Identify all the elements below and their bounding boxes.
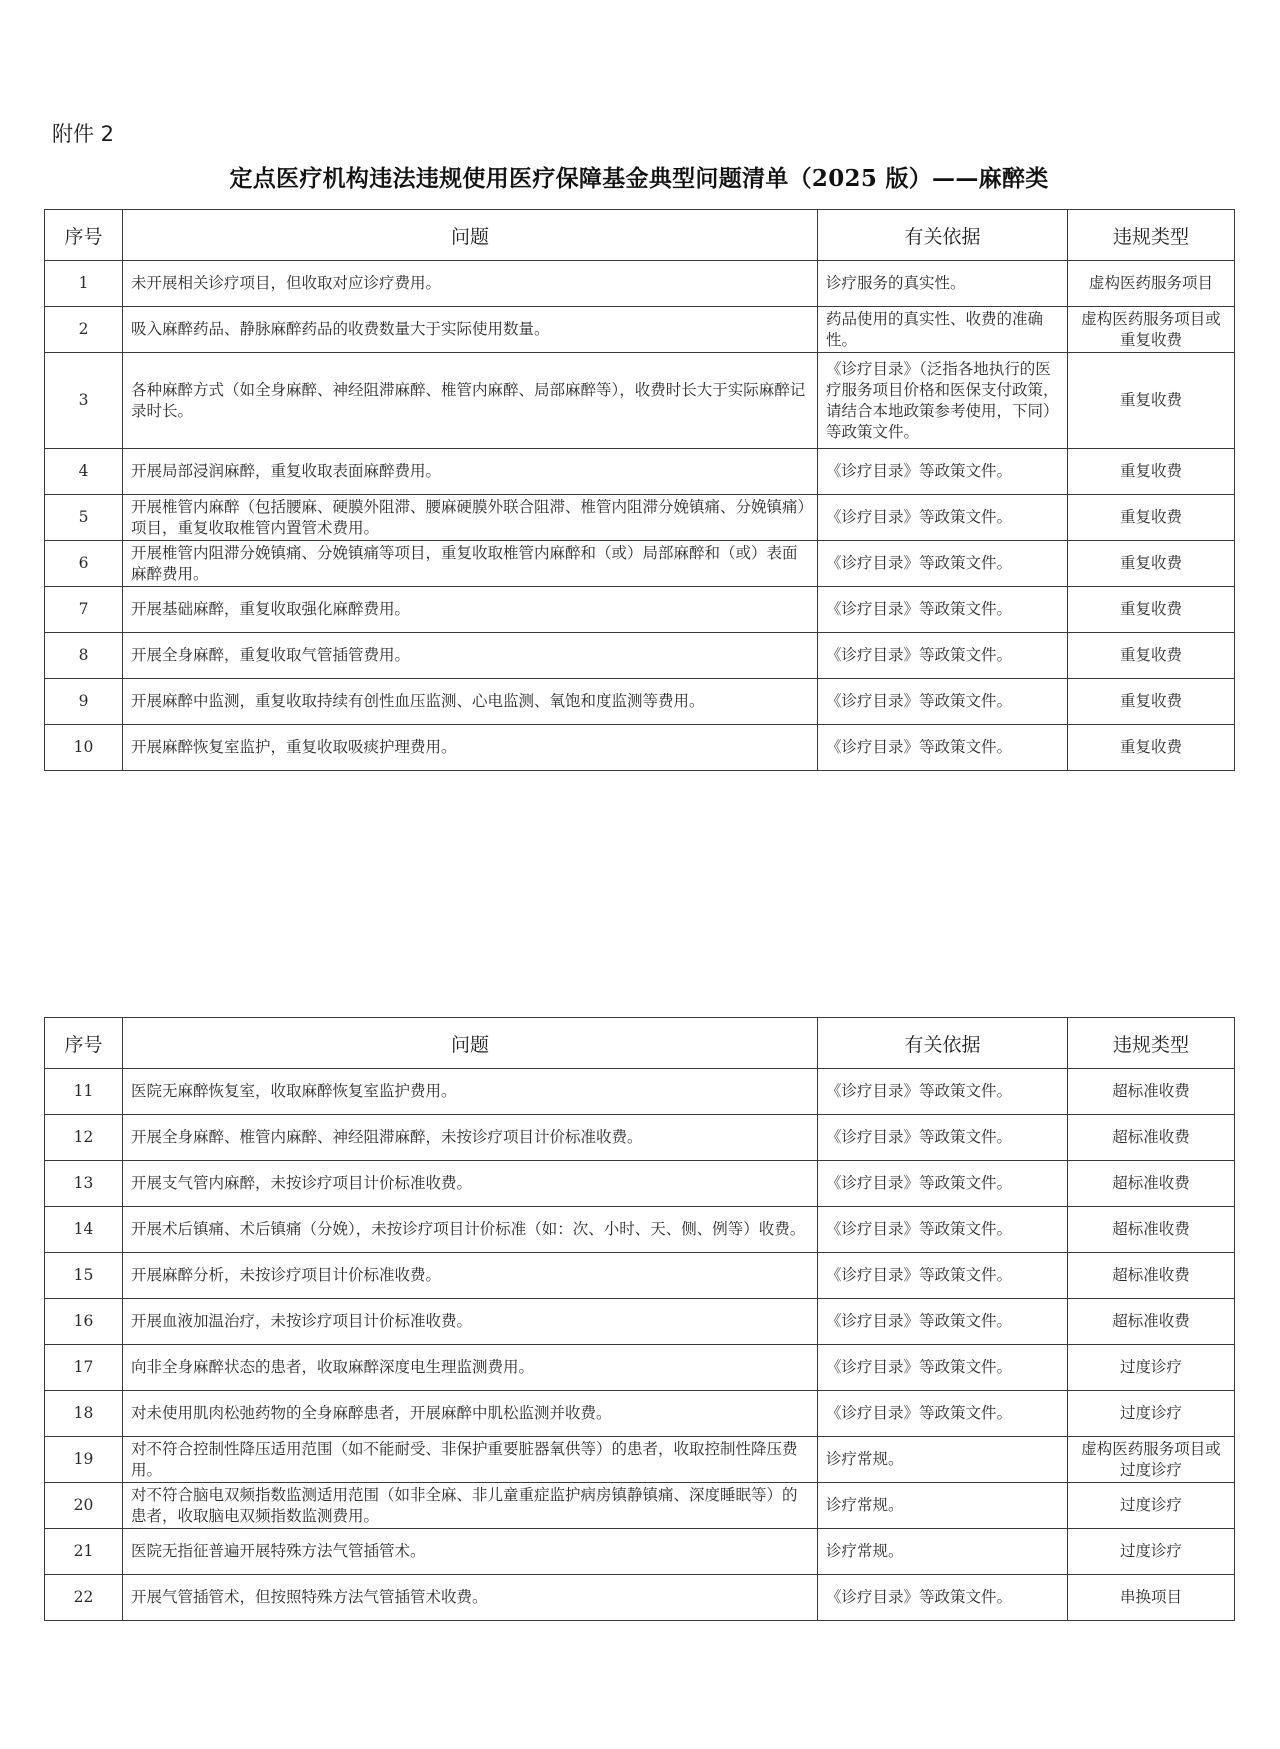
row-basis: 《诊疗目录》等政策文件。 [818, 449, 1068, 495]
row-num: 6 [45, 541, 123, 587]
row-issue: 吸入麻醉药品、静脉麻醉药品的收费数量大于实际使用数量。 [123, 307, 818, 353]
row-violation-type: 超标准收费 [1068, 1069, 1235, 1115]
row-violation-type: 重复收费 [1068, 725, 1235, 771]
row-issue: 开展术后镇痛、术后镇痛（分娩），未按诊疗项目计价标准（如：次、小时、天、侧、例等）收费。 [123, 1207, 818, 1253]
row-violation-type: 虚构医药服务项目或重复收费 [1068, 307, 1235, 353]
table-row [45, 541, 1235, 587]
row-num: 3 [45, 353, 123, 449]
row-violation-type: 超标准收费 [1068, 1253, 1235, 1299]
row-num: 17 [45, 1345, 123, 1391]
row-violation-type: 串换项目 [1068, 1575, 1235, 1621]
row-issue: 对未使用肌肉松弛药物的全身麻醉患者，开展麻醉中肌松监测并收费。 [123, 1391, 818, 1437]
row-violation-type: 超标准收费 [1068, 1161, 1235, 1207]
table-row [45, 1575, 1235, 1621]
table-row [45, 1299, 1235, 1345]
row-violation-type: 重复收费 [1068, 449, 1235, 495]
row-num: 10 [45, 725, 123, 771]
row-issue: 开展全身麻醉、椎管内麻醉、神经阻滞麻醉，未按诊疗项目计价标准收费。 [123, 1115, 818, 1161]
row-violation-type: 超标准收费 [1068, 1115, 1235, 1161]
row-issue: 对不符合脑电双频指数监测适用范围（如非全麻、非儿童重症监护病房镇静镇痛、深度睡眠等）的患者，收取脑电双频指数监测费用。 [123, 1483, 818, 1529]
table-row [45, 261, 1235, 307]
row-issue: 开展血液加温治疗，未按诊疗项目计价标准收费。 [123, 1299, 818, 1345]
row-basis: 《诊疗目录》等政策文件。 [818, 1299, 1068, 1345]
row-basis: 《诊疗目录》等政策文件。 [818, 679, 1068, 725]
table-row [45, 307, 1235, 353]
row-violation-type: 过度诊疗 [1068, 1529, 1235, 1575]
row-num: 8 [45, 633, 123, 679]
row-num: 9 [45, 679, 123, 725]
row-basis: 药品使用的真实性、收费的准确性。 [818, 307, 1068, 353]
row-basis: 诊疗常规。 [818, 1437, 1068, 1483]
row-basis: 《诊疗目录》等政策文件。 [818, 541, 1068, 587]
row-issue: 未开展相关诊疗项目，但收取对应诊疗费用。 [123, 261, 818, 307]
table-header-row [45, 210, 1235, 261]
row-basis: 《诊疗目录》等政策文件。 [818, 725, 1068, 771]
row-violation-type: 重复收费 [1068, 679, 1235, 725]
row-basis: 《诊疗目录》等政策文件。 [818, 1253, 1068, 1299]
row-num: 1 [45, 261, 123, 307]
header-basis: 有关依据 [818, 210, 1068, 261]
row-issue: 向非全身麻醉状态的患者，收取麻醉深度电生理监测费用。 [123, 1345, 818, 1391]
row-basis: 《诊疗目录》等政策文件。 [818, 1161, 1068, 1207]
row-violation-type: 超标准收费 [1068, 1207, 1235, 1253]
document-title: 定点医疗机构违法违规使用医疗保障基金典型问题清单（2025 版）——麻醉类 [229, 165, 1049, 192]
table-row [45, 353, 1235, 449]
table-row [45, 1253, 1235, 1299]
row-issue: 开展麻醉分析，未按诊疗项目计价标准收费。 [123, 1253, 818, 1299]
row-num: 2 [45, 307, 123, 353]
attachment-label: 附件 2 [52, 122, 115, 146]
row-num: 4 [45, 449, 123, 495]
row-num: 21 [45, 1529, 123, 1575]
row-violation-type: 重复收费 [1068, 495, 1235, 541]
row-num: 22 [45, 1575, 123, 1621]
row-basis: 《诊疗目录》等政策文件。 [818, 1069, 1068, 1115]
table-row [45, 1161, 1235, 1207]
table-header-row [45, 1018, 1235, 1069]
row-basis: 《诊疗目录》等政策文件。 [818, 1207, 1068, 1253]
row-issue: 开展基础麻醉，重复收取强化麻醉费用。 [123, 587, 818, 633]
header-violation-type: 违规类型 [1068, 1018, 1235, 1069]
row-num: 5 [45, 495, 123, 541]
issues-table-page-1 [44, 209, 1235, 771]
row-basis: 《诊疗目录》等政策文件。 [818, 1115, 1068, 1161]
row-violation-type: 重复收费 [1068, 587, 1235, 633]
table-row [45, 1207, 1235, 1253]
table-row [45, 1345, 1235, 1391]
row-basis: 《诊疗目录》等政策文件。 [818, 1391, 1068, 1437]
table-row [45, 725, 1235, 771]
row-num: 18 [45, 1391, 123, 1437]
row-violation-type: 过度诊疗 [1068, 1483, 1235, 1529]
header-num: 序号 [45, 1018, 123, 1069]
row-basis: 《诊疗目录》等政策文件。 [818, 495, 1068, 541]
row-violation-type: 虚构医药服务项目 [1068, 261, 1235, 307]
row-num: 20 [45, 1483, 123, 1529]
row-violation-type: 虚构医药服务项目或过度诊疗 [1068, 1437, 1235, 1483]
row-num: 16 [45, 1299, 123, 1345]
row-issue: 各种麻醉方式（如全身麻醉、神经阻滞麻醉、椎管内麻醉、局部麻醉等），收费时长大于实际麻醉记录时长。 [123, 353, 818, 449]
table-row [45, 633, 1235, 679]
row-issue: 开展支气管内麻醉，未按诊疗项目计价标准收费。 [123, 1161, 818, 1207]
table-row [45, 1437, 1235, 1483]
row-basis: 诊疗常规。 [818, 1529, 1068, 1575]
table-row [45, 1069, 1235, 1115]
row-issue: 开展全身麻醉，重复收取气管插管费用。 [123, 633, 818, 679]
row-issue: 开展局部浸润麻醉，重复收取表面麻醉费用。 [123, 449, 818, 495]
row-issue: 开展麻醉恢复室监护，重复收取吸痰护理费用。 [123, 725, 818, 771]
row-basis: 诊疗服务的真实性。 [818, 261, 1068, 307]
row-basis: 《诊疗目录》等政策文件。 [818, 633, 1068, 679]
row-issue: 开展气管插管术，但按照特殊方法气管插管术收费。 [123, 1575, 818, 1621]
table-row [45, 679, 1235, 725]
row-basis: 《诊疗目录》（泛指各地执行的医疗服务项目价格和医保支付政策，请结合本地政策参考使用，下同）等政策文件。 [818, 353, 1068, 449]
header-num: 序号 [45, 210, 123, 261]
row-basis: 《诊疗目录》等政策文件。 [818, 587, 1068, 633]
row-basis: 《诊疗目录》等政策文件。 [818, 1345, 1068, 1391]
row-violation-type: 重复收费 [1068, 633, 1235, 679]
row-num: 14 [45, 1207, 123, 1253]
row-issue: 开展椎管内阻滞分娩镇痛、分娩镇痛等项目，重复收取椎管内麻醉和（或）局部麻醉和（或）表面麻醉费用。 [123, 541, 818, 587]
row-issue: 开展椎管内麻醉（包括腰麻、硬膜外阻滞、腰麻硬膜外联合阻滞、椎管内阻滞分娩镇痛、分娩镇痛）项目，重复收取椎管内置管术费用。 [123, 495, 818, 541]
row-violation-type: 超标准收费 [1068, 1299, 1235, 1345]
table-row [45, 1115, 1235, 1161]
row-violation-type: 重复收费 [1068, 541, 1235, 587]
row-violation-type: 重复收费 [1068, 353, 1235, 449]
header-violation-type: 违规类型 [1068, 210, 1235, 261]
table-row [45, 587, 1235, 633]
table-row [45, 449, 1235, 495]
table-row [45, 495, 1235, 541]
row-num: 11 [45, 1069, 123, 1115]
row-violation-type: 过度诊疗 [1068, 1391, 1235, 1437]
row-num: 19 [45, 1437, 123, 1483]
row-basis: 《诊疗目录》等政策文件。 [818, 1575, 1068, 1621]
table-row [45, 1483, 1235, 1529]
row-issue: 医院无指征普遍开展特殊方法气管插管术。 [123, 1529, 818, 1575]
row-issue: 医院无麻醉恢复室，收取麻醉恢复室监护费用。 [123, 1069, 818, 1115]
table-row [45, 1529, 1235, 1575]
row-num: 13 [45, 1161, 123, 1207]
issues-table-page-2 [44, 1017, 1235, 1621]
row-num: 7 [45, 587, 123, 633]
row-num: 12 [45, 1115, 123, 1161]
row-issue: 对不符合控制性降压适用范围（如不能耐受、非保护重要脏器氧供等）的患者，收取控制性降压费用。 [123, 1437, 818, 1483]
row-violation-type: 过度诊疗 [1068, 1345, 1235, 1391]
header-issue: 问题 [123, 210, 818, 261]
header-basis: 有关依据 [818, 1018, 1068, 1069]
row-num: 15 [45, 1253, 123, 1299]
row-issue: 开展麻醉中监测，重复收取持续有创性血压监测、心电监测、氧饱和度监测等费用。 [123, 679, 818, 725]
header-issue: 问题 [123, 1018, 818, 1069]
table-row [45, 1391, 1235, 1437]
row-basis: 诊疗常规。 [818, 1483, 1068, 1529]
